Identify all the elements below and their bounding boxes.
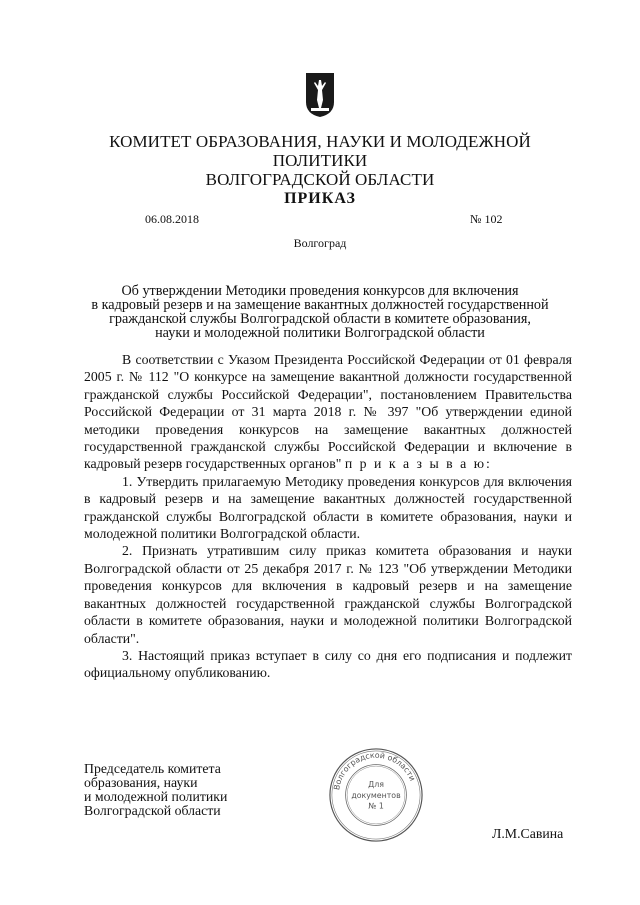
subject-line-4: науки и молодежной политики Волгоградской области <box>155 325 485 341</box>
signer-position-line-3: и молодежной политики <box>84 789 228 804</box>
organization-name <box>60 132 580 189</box>
signer-position-line-2: образования, науки <box>84 775 198 790</box>
item-3: 3. Настоящий приказ вступает в силу со дня его подписания и подлежит официальному опубликованию. <box>84 647 572 681</box>
subject-line-1: Об утверждении Методики проведения конкурсов для включения <box>121 283 519 299</box>
subject-line-3: гражданской службы Волгоградской области в комитете образования, <box>109 311 531 327</box>
signer-name: Л.М.Савина <box>492 826 564 841</box>
item-2: 2. Признать утратившим силу приказ комитета образования и науки Волгоградской области от 25 декабря 2017 г. № 123 "Об утверждении Методики проведения конкурсов для включения в кадровый резерв и на замещение вакантных должностей государственной гражданской службы Волгоградской области в комитете образования, науки и молодежной политики Волгоградской области". <box>84 543 572 646</box>
order-city: Волгоград <box>293 236 347 250</box>
organization-line-2: ВОЛГОГРАДСКОЙ ОБЛАСТИ <box>205 170 435 189</box>
organization-line-1: КОМИТЕТ ОБРАЗОВАНИЯ, НАУКИ И МОЛОДЕЖНОЙ ПОЛИТИКИ <box>109 132 531 170</box>
order-date: 06.08.2018 <box>145 212 199 226</box>
order-word: п р и к а з ы в а ю: <box>344 456 492 472</box>
signer-position <box>84 762 227 818</box>
stamp-center-line-2: документов <box>351 790 401 800</box>
order-number: № 102 <box>470 212 503 226</box>
order-subject <box>70 284 570 340</box>
stamp-center-line-3: № 1 <box>368 801 384 811</box>
order-body <box>84 351 572 682</box>
official-stamp <box>327 746 425 844</box>
stamp-center-line-1: Для <box>368 780 384 790</box>
subject-line-2: в кадровый резерв и на замещение вакантных должностей государственной <box>91 297 549 313</box>
signer-position-line-1: Председатель комитета <box>84 761 221 776</box>
volgograd-coat-of-arms-icon <box>305 72 335 118</box>
stamp-ring-text: Волгоградской области <box>332 750 418 791</box>
signer-position-line-4: Волгоградской области <box>84 803 221 818</box>
item-1: 1. Утвердить прилагаемую Методику проведения конкурсов для включения в кадровый резерв и на замещение вакантных должностей государственной гражданской службы Волгоградской области в комитете образования, науки и молодежной политики Волгоградской области. <box>84 473 572 542</box>
preamble-paragraph <box>84 351 572 473</box>
order-title: ПРИКАЗ <box>284 190 356 207</box>
preamble-text: В соответствии с Указом Президента Российской Федерации от 01 февраля 2005 г. № 112 "О конкурсе на замещение вакантной должности государственной гражданской службы Российской Федерации", постановлением Правительства Российской Федерации от 31 марта 2018 г. № 397 "Об утверждении единой методики проведения конкурсов на замещение вакантных должностей государственной гражданской службы Российской Федерации и включение в кадровый резерв государственных органов" <box>84 352 572 472</box>
